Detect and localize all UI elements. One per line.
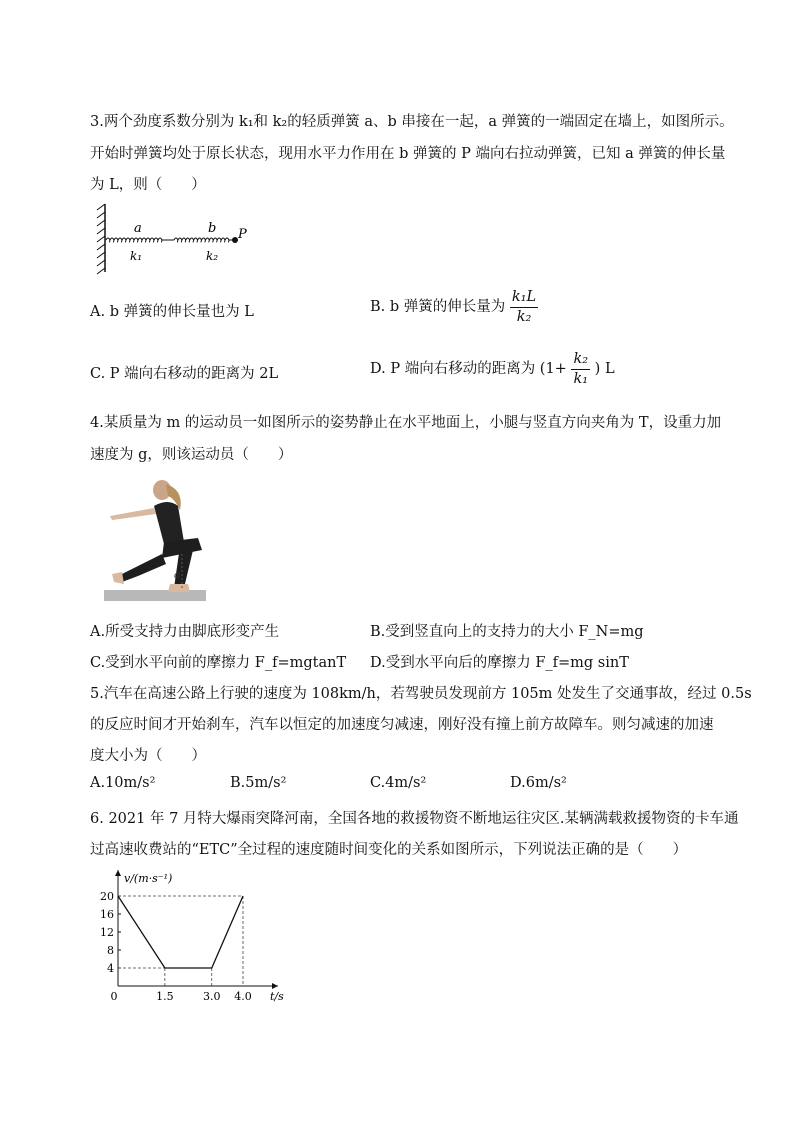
q5-text-line-3: 度大小为（ ） — [90, 748, 206, 764]
label-k1: k₁ — [130, 249, 143, 263]
y-tick-label: 12 — [100, 926, 114, 939]
q3-option-b[interactable] — [370, 290, 538, 324]
q3-option-b-fraction — [510, 290, 538, 324]
q3-option-b-numerator: k₁L — [510, 290, 538, 308]
y-tick-label: 4 — [107, 962, 114, 975]
label-a: a — [134, 221, 142, 236]
y-tick-label: 8 — [107, 944, 114, 957]
angle-label: α — [174, 571, 181, 581]
q4-option-a[interactable]: A.所受支持力由脚底形变产生 — [90, 624, 280, 640]
q6-text-line-2: 过高速收费站的“ETC”全过程的速度随时间变化的关系如图所示，下列说法正确的是（ ） — [90, 842, 688, 858]
spring-b — [174, 238, 229, 242]
spring-diagram — [96, 200, 256, 278]
label-k2: k₂ — [206, 249, 219, 263]
q5-option-b[interactable]: B.5m/s² — [230, 775, 287, 791]
q3-text-line-2: 开始时弹簧均处于原长状态，现用水平力作用在 b 弹簧的 P 端向右拉动弹簧，已知 a 弹簧的伸长量 — [90, 146, 726, 162]
q3-option-d-fraction — [571, 352, 590, 386]
q3-text-line-1: 3.两个劲度系数分别为 k₁和 k₂的轻质弹簧 a、b 串接在一起，a 弹簧的一端固定在墙上，如图所示。 — [90, 114, 734, 130]
y-tick-label: 20 — [100, 890, 114, 903]
q4-option-c[interactable]: C.受到水平向前的摩擦力 F_f=mgtanT — [90, 655, 347, 671]
floor-mat — [104, 590, 206, 601]
q3-option-d-denominator: k₁ — [573, 370, 589, 387]
q4-option-d[interactable]: D.受到水平向后的摩擦力 F_f=mg sinT — [370, 655, 629, 671]
q3-option-d-prefix: D. P 端向右移动的距离为 (1+ — [370, 361, 567, 377]
q3-option-b-denominator: k₂ — [516, 308, 532, 325]
label-b: b — [208, 221, 217, 236]
q6-text-line-1: 6. 2021 年 7 月特大爆雨突降河南，全国各地的救援物资不断地运往灾区.某辆满载救援物资的卡车通 — [90, 811, 739, 827]
q3-text-line-3: 为 L，则（ ） — [90, 177, 206, 193]
q4-text-line-1: 4.某质量为 m 的运动员一如图所示的姿势静止在水平地面上，小腿与竖直方向夹角为 T，设重力加 — [90, 415, 722, 431]
athlete-photo — [104, 476, 206, 601]
x-axis-label: t/s — [270, 990, 284, 1003]
y-tick-label: 16 — [100, 908, 114, 921]
label-p: P — [238, 227, 247, 242]
x-tick-label: 4.0 — [234, 990, 252, 1003]
q5-option-d[interactable]: D.6m/s² — [510, 775, 567, 791]
q5-text-line-2: 的反应时间才开始刹车，汽车以恒定的加速度匀减速，刚好没有撞上前方故障车。则匀减速的加速 — [90, 717, 714, 733]
q3-option-b-prefix: B. b 弹簧的伸长量为 — [370, 299, 506, 315]
velocity-time-chart — [96, 866, 286, 1006]
q5-option-a[interactable]: A.10m/s² — [90, 775, 156, 791]
q3-option-a[interactable]: A. b 弹簧的伸长量也为 L — [90, 304, 254, 320]
x-tick-label: 1.5 — [156, 990, 174, 1003]
x-tick-label: 3.0 — [203, 990, 221, 1003]
q3-option-d[interactable] — [370, 352, 615, 386]
q3-option-d-suffix: ) L — [594, 361, 615, 377]
x-axis-arrow — [272, 983, 278, 989]
spring-a — [106, 238, 162, 242]
x-tick-label: 0 — [110, 990, 118, 1003]
foot — [168, 584, 190, 592]
y-axis-arrow — [115, 870, 121, 876]
y-axis-label: v/(m·s⁻¹) — [124, 872, 173, 885]
q5-text-line-1: 5.汽车在高速公路上行驶的速度为 108km/h，若驾驶员发现前方 105m 处发生了交通事故，经过 0.5s — [90, 686, 752, 702]
q4-text-line-2: 速度为 g，则该运动员（ ） — [90, 447, 293, 463]
q3-option-c[interactable]: C. P 端向右移动的距离为 2L — [90, 366, 279, 382]
q4-option-b[interactable]: B.受到竖直向上的支持力的大小 F_N=mg — [370, 624, 644, 640]
velocity-series-line — [118, 896, 243, 968]
q3-option-d-numerator: k₂ — [571, 352, 590, 370]
q5-option-c[interactable]: C.4m/s² — [370, 775, 427, 791]
